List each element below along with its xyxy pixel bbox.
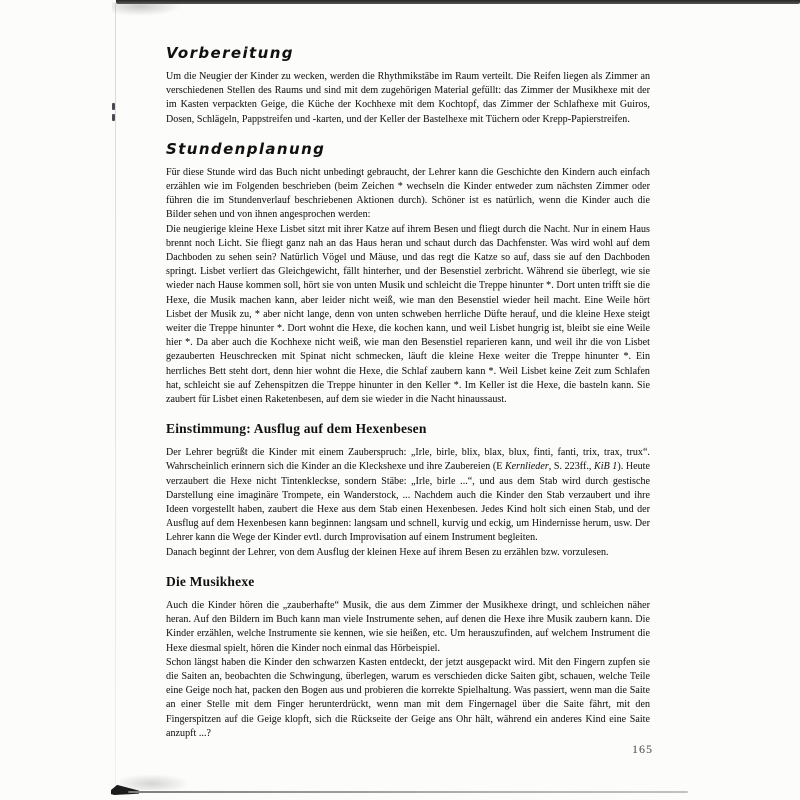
paragraph-musikhexe-1: Auch die Kinder hören die „zauberhafte“ Musik, die aus dem Zimmer der Musikhexe dringt, und schleichen näher heran. Auf den Bildern im Buch kann man viele Instrumente sehen, auf denen die Hexe ihre Musik zaubern kann. Die Kinder erzählen, welche Instrumente sie kennen, wie sie heißen, etc. Um herauszufinden, auf welchem Instrument die Hexe diesmal spielt, hören die Kinder noch einmal das Hörbeispiel. bbox=[166, 599, 650, 654]
heading-vorbereitung: Vorbereitung bbox=[166, 44, 294, 62]
paragraph-einstimmung-closing: Danach beginnt der Lehrer, von dem Ausflug der kleinen Hexe auf ihrem Besen zu erzählen bzw. vorzulesen. bbox=[166, 546, 609, 558]
scan-top-edge bbox=[116, 0, 800, 4]
scan-bottom-edge bbox=[128, 791, 688, 793]
paragraph-musikhexe-2: Schon längst haben die Kinder den schwarzen Kasten entdeckt, der jetzt ausgepackt wird. Mit den Fingern zupfen sie die Saiten an, beobachten die Schwingung, überlegen, warum es verschieden dicke Saiten gibt, schauen, welche Teile eine Geige noch hat, packen den Bogen aus und probieren die korrekte Spielhaltung. Was passiert, wenn man die Saite an einer Stelle mit dem Finger herunterdrückt, wenn man mit dem Fingernagel über die Saite fährt, mit den Fingerspitzen auf die Geige klopft, sich die Rückseite der Geige ans Ohr hält, während ein anderes Kind eine Saite anzupft ...? bbox=[166, 656, 650, 739]
page-left-edge bbox=[115, 3, 116, 791]
heading-einstimmung: Einstimmung: Ausflug auf dem Hexenbesen bbox=[166, 421, 427, 437]
paragraph-stundenplanung-intro: Für diese Stunde wird das Buch nicht unbedingt gebraucht, der Lehrer kann die Geschichte den Kindern auch einfach erzählen wie im Folgenden beschrieben (beim Zeichen * wechseln die Kinder entweder zum nächsten Zimmer oder führen die im Stundenverlauf beschriebenen Aktionen durch). Schöner ist es natürlich, wenn die Kinder auch die Bilder sehen und von ihnen angesprochen werden: bbox=[166, 166, 650, 221]
heading-musikhexe: Die Musikhexe bbox=[166, 573, 255, 589]
page-content bbox=[166, 44, 650, 741]
page-number: 165 bbox=[632, 742, 653, 756]
binding-mark bbox=[112, 114, 115, 121]
paragraph-stundenplanung-story: Die neugierige kleine Hexe Lisbet sitzt mit ihrer Katze auf ihrem Besen und fliegt durch die Nacht. Nur in einem Haus brennt noch Licht. Sie fliegt ganz nah an das Haus heran und schaut durch das Dachfenster. Was wird wohl auf dem Dachboden zu sehen sein? Natürlich Vögel und Mäuse, und das regt die Katze so auf, dass sie auf den Dachboden springt. Lisbet verliert das Gleichgewicht, fällt hinterher, und der Besenstiel zerbricht. Während sie überlegt, wie sie wieder nach Hause kommen soll, hört sie von unten Musik und schleicht die Treppe hinunter *. Dort unten trifft sie die Hexe, die Musik machen kann, aber leider nicht weiß, wie man den Besenstiel wieder heil macht. Eine Weile hört Lisbet der Musik zu, * aber nicht lange, denn von unten schweben herrliche Düfte herauf, und die kleine Hexe steigt weiter die Treppe hinunter *. Dort wohnt die Hexe, die kochen kann, und weil Lisbet hungrig ist, bleibt sie eine Weile hier *. Da aber auch die Kochhexe nicht weiß, wie man den Besenstiel reparieren kann, und weil ihr die von Lisbet gezauberten Heuschrecken mit Spinat nicht schmecken, läuft die kleine Hexe weiter die Treppe hinunter *. Ein herrliches Bett steht dort, denn hier wohnt die Hexe, die Schlaf zaubern kann *. Weil Lisbet keine Zeit zum Schlafen hat, schleicht sie auf Zehenspitzen die Treppe hinunter in den Keller *. Im Keller ist die Hexe, die basteln kann. Sie zaubert für Lisbet einen Raketenbesen, auf dem sie wieder in die Nacht hinaussaust. bbox=[166, 223, 650, 406]
paragraph-vorbereitung: Um die Neugier der Kinder zu wecken, werden die Rhythmikstäbe im Raum verteilt. Die Reifen liegen als Zimmer an verschiedenen Stellen des Raums und sind mit dem zugehörigen Material gefüllt: das Zimmer der Musikhexe mit der im Kasten verpackten Geige, die Küche der Kochhexe mit dem Kochtopf, das Zimmer der Schlafhexe mit Guiros, Dosen, Schlägeln, Pappstreifen und -karten, und der Keller der Bastelhexe mit Tüchern oder Krepp-Papierstreifen. bbox=[166, 71, 650, 125]
binding-mark bbox=[112, 103, 115, 110]
paragraph-einstimmung: Der Lehrer begrüßt die Kinder mit einem Zauberspruch: „Irle, birle, blix, blax, blux, finti, fanti, trix, trax, trux“. Wahrscheinlich erinnern sich die Kinder an die Kleckshexe und ihre Zaubereien (E Kernlieder, S. 223ff., KiB 1). Heute verzaubert die Hexe nicht Tintenkleckse, sondern Stäbe: „Irle, birle ...“, und aus dem Stab wird durch gestische Darstellung eine imaginäre Trompete, ein Wanderstock, ... Nachdem auch die Kinder den Stab verzaubert und ihre Ideen vorgestellt haben, zaubert die Hexe aus dem Stab einen Hexenbesen. Jedes Kind holt sich einen Stab, und der Ausflug auf dem Hexenbesen kann beginnen: langsam und schnell, kurvig und eckig, um Hindernisse herum, usw. Der Lehrer kann die Wege der Kinder evtl. durch Improvisation auf einem Instrument begleiten. bbox=[166, 447, 651, 544]
scan-smudge-top-left bbox=[112, 2, 182, 16]
scan-smudge-bottom-left bbox=[120, 774, 190, 790]
heading-stundenplanung: Stundenplanung bbox=[166, 139, 326, 158]
